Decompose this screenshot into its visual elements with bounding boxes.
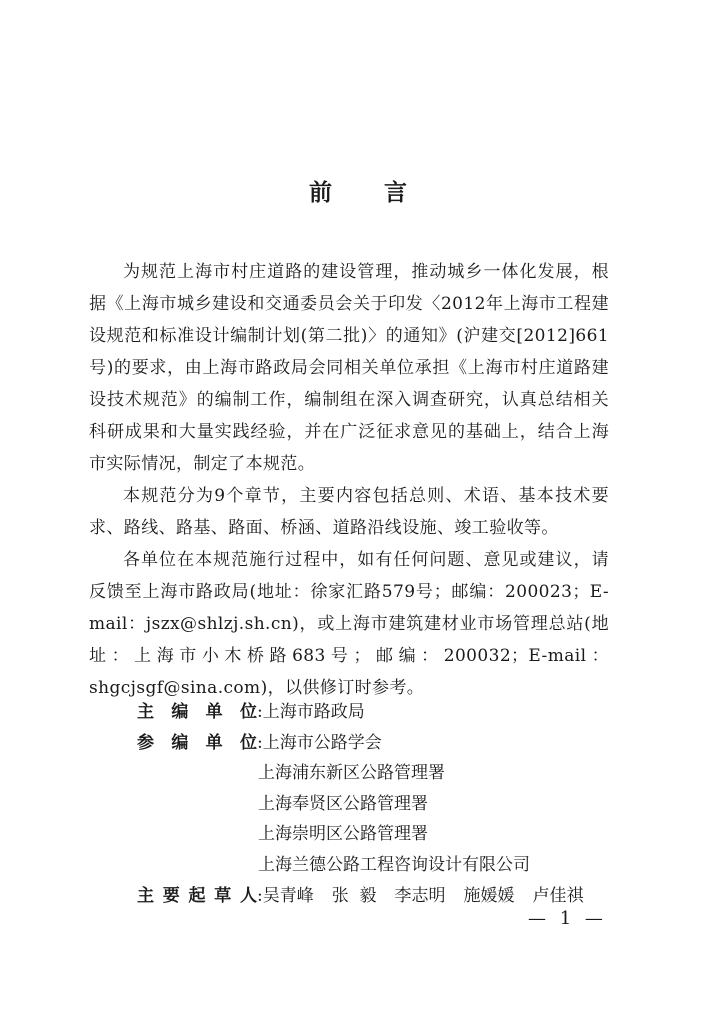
drafter-name: 李志明 — [394, 885, 446, 906]
participant-unit-row — [137, 850, 617, 881]
drafter-name: 施媛媛 — [463, 885, 515, 906]
participant-unit-label: 参编单位 — [137, 732, 257, 753]
colon: : — [257, 702, 263, 722]
colon: : — [257, 885, 263, 906]
page-title: 前 言 — [308, 180, 429, 206]
drafter-name: 张 毅 — [331, 885, 377, 906]
chief-unit-value: 上海市路政局 — [262, 702, 365, 722]
participant-unit-row — [137, 758, 617, 789]
participant-unit-value: 上海浦东新区公路管理署 — [258, 763, 445, 784]
drafters-row — [137, 881, 617, 912]
credits-block — [137, 697, 617, 911]
drafter-name: 卢佳祺 — [532, 885, 584, 906]
paragraph-purpose: 为规范上海市村庄道路的建设管理，推动城乡一体化发展，根据《上海市城乡建设和交通委员会关于印发〈2012年上海市工程建设规范和标准设计编制计划(第二批)〉的通知》(沪建交[2012]661号)的要求，由上海市路政局会同相关单位承担《上海市村庄道路建设技术规范》的编制工作，编制组在深入调查研究，认真总结相关科研成果和大量实践经验，并在广泛征求意见的基础上，结合上海市实际情况，制定了本规范。 — [89, 262, 609, 474]
preface-body — [89, 256, 609, 704]
page-number: — 1 — — [528, 908, 607, 929]
paragraph-structure: 本规范分为9个章节，主要内容包括总则、术语、基本技术要求、路线、路基、路面、桥涵、道路沿线设施、竣工验收等。 — [89, 486, 609, 538]
participant-unit-row — [137, 819, 617, 850]
participant-unit-value: 上海崇明区公路管理署 — [258, 824, 428, 845]
drafter-name: 吴青峰 — [262, 885, 314, 906]
participant-unit-row — [137, 728, 617, 759]
chief-unit-row — [137, 697, 617, 728]
participant-unit-value: 上海奉贤区公路管理署 — [258, 793, 428, 814]
participant-unit-row — [137, 789, 617, 820]
colon: : — [257, 732, 263, 753]
paragraph-feedback: 各单位在本规范施行过程中，如有任何问题、意见或建议，请反馈至上海市路政局(地址：徐家汇路579号；邮编：200023；E-mail：jszx@shlzj.sh.cn)，或上海市建筑建材业市场管理总站(地址：上海市小木桥路683号；邮编：200032；E-mail：shgcjsgf@sina.com)，以供修订时参考。 — [89, 550, 609, 698]
drafters-label: 主要起草人 — [137, 885, 257, 906]
drafters-names — [263, 881, 602, 912]
participant-unit-value: 上海市公路学会 — [262, 732, 382, 753]
participant-unit-value: 上海兰德公路工程咨询设计有限公司 — [258, 854, 530, 875]
chief-unit-label: 主编单位 — [137, 702, 257, 722]
